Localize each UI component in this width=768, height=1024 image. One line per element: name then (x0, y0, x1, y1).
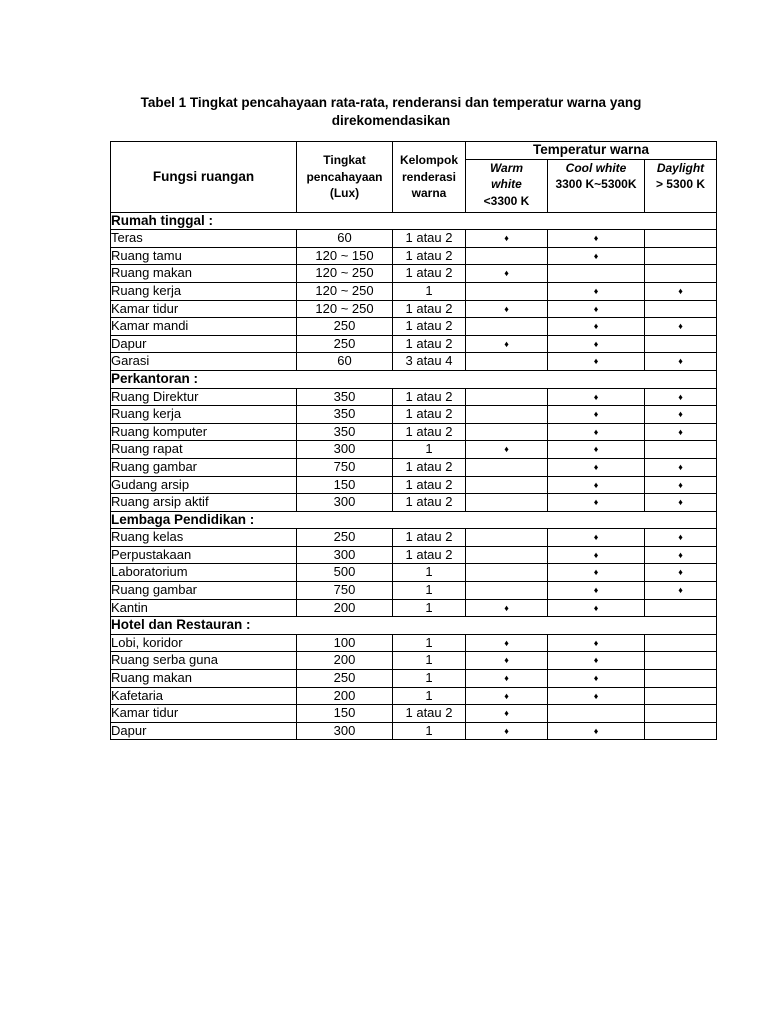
cell-kelompok: 1 atau 2 (393, 406, 466, 424)
section-heading: Hotel dan Restauran : (111, 617, 717, 635)
table-row (111, 687, 717, 705)
diamond-marker-icon: ♦ (678, 549, 683, 560)
cell-kelompok: 1 (393, 722, 466, 740)
diamond-marker-icon: ♦ (593, 585, 599, 596)
cell-fungsi-ruangan: Kamar tidur (111, 705, 297, 723)
cell-lux: 250 (297, 318, 393, 336)
cell-warm-white (466, 582, 548, 600)
cell-fungsi-ruangan: Dapur (111, 335, 297, 353)
cell-daylight (645, 634, 717, 652)
cell-fungsi-ruangan: Ruang kelas (111, 529, 297, 547)
diamond-marker-icon: ♦ (678, 497, 683, 508)
table-row (111, 476, 717, 494)
table-caption-line-1: Tabel 1 Tingkat pencahayaan rata-rata, renderansi dan temperatur warna yang (140, 95, 642, 110)
diamond-marker-icon: ♦ (678, 479, 683, 490)
cell-kelompok: 1 (393, 282, 466, 300)
cell-kelompok: 1 (393, 687, 466, 705)
header-daylight (645, 159, 717, 212)
cell-lux: 250 (297, 335, 393, 353)
diamond-marker-icon: ♦ (593, 303, 599, 314)
cell-lux: 120 ~ 250 (297, 282, 393, 300)
cell-kelompok: 1 atau 2 (393, 705, 466, 723)
cell-cool-white (548, 353, 645, 371)
cell-kelompok: 1 atau 2 (393, 388, 466, 406)
header-kelompok-line-3: warna (411, 186, 447, 201)
cell-daylight (645, 705, 717, 723)
cell-lux: 150 (297, 705, 393, 723)
header-cool-line-1: Cool white (565, 160, 627, 175)
cell-cool-white (548, 670, 645, 688)
cell-warm-white (466, 353, 548, 371)
diamond-marker-icon: ♦ (593, 549, 599, 560)
cell-lux: 500 (297, 564, 393, 582)
cell-fungsi-ruangan: Ruang rapat (111, 441, 297, 459)
table-row (111, 599, 717, 617)
cell-kelompok: 1 atau 2 (393, 247, 466, 265)
cell-warm-white (466, 458, 548, 476)
diamond-marker-icon: ♦ (593, 690, 599, 701)
cell-lux: 250 (297, 529, 393, 547)
cell-warm-white (466, 230, 548, 248)
table-row (111, 335, 717, 353)
header-kelompok-line-1: Kelompok (399, 152, 458, 167)
diamond-marker-icon: ♦ (678, 356, 683, 367)
cell-daylight (645, 722, 717, 740)
cell-fungsi-ruangan: Lobi, koridor (111, 634, 297, 652)
header-temperatur-warna: Temperatur warna (466, 142, 717, 160)
header-cool-line-2: 3300 K~5300K (555, 177, 637, 192)
table-caption-line-2: direkomendasikan (331, 113, 451, 128)
cell-cool-white (548, 634, 645, 652)
table-row (111, 441, 717, 459)
table-body (111, 212, 717, 740)
cell-lux: 120 ~ 250 (297, 265, 393, 283)
table-row (111, 546, 717, 564)
table-row (111, 318, 717, 336)
diamond-marker-icon: ♦ (504, 444, 509, 455)
cell-cool-white (548, 546, 645, 564)
cell-cool-white (548, 300, 645, 318)
diamond-marker-icon: ♦ (504, 233, 509, 244)
cell-kelompok: 1 (393, 599, 466, 617)
cell-cool-white (548, 265, 645, 283)
diamond-marker-icon: ♦ (593, 285, 599, 296)
diamond-marker-icon: ♦ (678, 461, 683, 472)
cell-kelompok: 1 (393, 582, 466, 600)
cell-daylight (645, 599, 717, 617)
cell-daylight (645, 247, 717, 265)
diamond-marker-icon: ♦ (593, 602, 599, 613)
diamond-marker-icon: ♦ (504, 655, 509, 666)
diamond-marker-icon: ♦ (593, 567, 599, 578)
cell-cool-white (548, 318, 645, 336)
diamond-marker-icon: ♦ (593, 391, 599, 402)
cell-daylight (645, 476, 717, 494)
table-row (111, 388, 717, 406)
header-tingkat-line-3: (Lux) (329, 186, 360, 201)
diamond-marker-icon: ♦ (504, 673, 509, 684)
cell-lux: 150 (297, 476, 393, 494)
cell-kelompok: 1 (393, 670, 466, 688)
cell-fungsi-ruangan: Ruang serba guna (111, 652, 297, 670)
cell-kelompok: 1 atau 2 (393, 230, 466, 248)
cell-warm-white (466, 687, 548, 705)
cell-daylight (645, 230, 717, 248)
cell-lux: 60 (297, 353, 393, 371)
table-row (111, 634, 717, 652)
cell-cool-white (548, 406, 645, 424)
cell-fungsi-ruangan: Ruang kerja (111, 282, 297, 300)
table-row (111, 652, 717, 670)
table-row (111, 230, 717, 248)
cell-daylight (645, 564, 717, 582)
cell-warm-white (466, 634, 548, 652)
cell-cool-white (548, 582, 645, 600)
cell-cool-white (548, 494, 645, 512)
table-row (111, 564, 717, 582)
cell-kelompok: 1 atau 2 (393, 546, 466, 564)
cell-lux: 300 (297, 722, 393, 740)
cell-lux: 350 (297, 388, 393, 406)
cell-warm-white (466, 282, 548, 300)
cell-lux: 300 (297, 546, 393, 564)
diamond-marker-icon: ♦ (678, 409, 683, 420)
cell-kelompok: 1 (393, 652, 466, 670)
cell-fungsi-ruangan: Perpustakaan (111, 546, 297, 564)
cell-cool-white (548, 282, 645, 300)
cell-warm-white (466, 247, 548, 265)
cell-daylight (645, 652, 717, 670)
cell-warm-white (466, 670, 548, 688)
cell-kelompok: 1 atau 2 (393, 265, 466, 283)
diamond-marker-icon: ♦ (593, 655, 599, 666)
cell-lux: 300 (297, 441, 393, 459)
cell-fungsi-ruangan: Ruang kerja (111, 406, 297, 424)
cell-fungsi-ruangan: Laboratorium (111, 564, 297, 582)
section-row (111, 212, 717, 230)
cell-cool-white (548, 476, 645, 494)
diamond-marker-icon: ♦ (504, 725, 509, 736)
cell-warm-white (466, 564, 548, 582)
header-daylight-line-2: > 5300 K (655, 177, 706, 192)
cell-warm-white (466, 441, 548, 459)
cell-cool-white (548, 564, 645, 582)
cell-fungsi-ruangan: Ruang arsip aktif (111, 494, 297, 512)
cell-warm-white (466, 599, 548, 617)
section-heading: Lembaga Pendidikan : (111, 511, 717, 529)
diamond-marker-icon: ♦ (593, 497, 599, 508)
cell-warm-white (466, 494, 548, 512)
section-heading: Perkantoran : (111, 370, 717, 388)
cell-daylight (645, 582, 717, 600)
cell-daylight (645, 529, 717, 547)
cell-kelompok: 3 atau 4 (393, 353, 466, 371)
cell-kelompok: 1 (393, 441, 466, 459)
cell-cool-white (548, 599, 645, 617)
table-row (111, 705, 717, 723)
table-row (111, 529, 717, 547)
table-row (111, 282, 717, 300)
cell-daylight (645, 441, 717, 459)
cell-daylight (645, 318, 717, 336)
cell-cool-white (548, 230, 645, 248)
cell-fungsi-ruangan: Ruang Direktur (111, 388, 297, 406)
cell-warm-white (466, 300, 548, 318)
diamond-marker-icon: ♦ (678, 426, 683, 437)
diamond-marker-icon: ♦ (593, 725, 599, 736)
cell-cool-white (548, 705, 645, 723)
cell-fungsi-ruangan: Dapur (111, 722, 297, 740)
diamond-marker-icon: ♦ (593, 356, 599, 367)
cell-kelompok: 1 atau 2 (393, 300, 466, 318)
cell-fungsi-ruangan: Kantin (111, 599, 297, 617)
diamond-marker-icon: ♦ (504, 708, 509, 719)
lighting-recommendation-table (110, 141, 717, 740)
cell-kelompok: 1 (393, 634, 466, 652)
cell-fungsi-ruangan: Teras (111, 230, 297, 248)
header-kelompok-renderasi (393, 142, 466, 213)
cell-daylight (645, 335, 717, 353)
cell-warm-white (466, 529, 548, 547)
header-fungsi-ruangan: Fungsi ruangan (111, 142, 297, 213)
cell-daylight (645, 423, 717, 441)
cell-cool-white (548, 441, 645, 459)
diamond-marker-icon: ♦ (593, 233, 599, 244)
cell-cool-white (548, 388, 645, 406)
cell-warm-white (466, 476, 548, 494)
cell-fungsi-ruangan: Gudang arsip (111, 476, 297, 494)
table-row (111, 458, 717, 476)
cell-daylight (645, 546, 717, 564)
cell-warm-white (466, 318, 548, 336)
header-daylight-line-1: Daylight (656, 160, 705, 175)
table-row (111, 722, 717, 740)
table-row (111, 300, 717, 318)
table-row (111, 247, 717, 265)
table-row (111, 494, 717, 512)
cell-kelompok: 1 atau 2 (393, 476, 466, 494)
cell-lux: 750 (297, 582, 393, 600)
cell-lux: 100 (297, 634, 393, 652)
diamond-marker-icon: ♦ (504, 338, 509, 349)
cell-daylight (645, 670, 717, 688)
diamond-marker-icon: ♦ (593, 461, 599, 472)
cell-kelompok: 1 atau 2 (393, 423, 466, 441)
cell-cool-white (548, 335, 645, 353)
header-kelompok-line-2: renderasi (401, 169, 457, 184)
table-row (111, 406, 717, 424)
table-row (111, 423, 717, 441)
cell-warm-white (466, 722, 548, 740)
cell-lux: 120 ~ 150 (297, 247, 393, 265)
diamond-marker-icon: ♦ (593, 338, 599, 349)
diamond-marker-icon: ♦ (593, 250, 599, 261)
section-row (111, 511, 717, 529)
diamond-marker-icon: ♦ (678, 321, 683, 332)
cell-lux: 60 (297, 230, 393, 248)
header-cool-white (548, 159, 645, 212)
diamond-marker-icon: ♦ (504, 637, 509, 648)
section-row (111, 617, 717, 635)
diamond-marker-icon: ♦ (504, 690, 509, 701)
cell-cool-white (548, 722, 645, 740)
cell-fungsi-ruangan: Ruang gambar (111, 458, 297, 476)
cell-daylight (645, 265, 717, 283)
cell-lux: 750 (297, 458, 393, 476)
cell-fungsi-ruangan: Ruang gambar (111, 582, 297, 600)
cell-cool-white (548, 652, 645, 670)
diamond-marker-icon: ♦ (504, 602, 509, 613)
cell-warm-white (466, 705, 548, 723)
diamond-marker-icon: ♦ (678, 391, 683, 402)
cell-kelompok: 1 (393, 564, 466, 582)
header-warm-line-3: <3300 K (483, 193, 530, 208)
cell-daylight (645, 282, 717, 300)
cell-kelompok: 1 atau 2 (393, 494, 466, 512)
header-tingkat-line-1: Tingkat (323, 152, 366, 167)
cell-kelompok: 1 atau 2 (393, 335, 466, 353)
cell-warm-white (466, 652, 548, 670)
cell-fungsi-ruangan: Ruang tamu (111, 247, 297, 265)
diamond-marker-icon: ♦ (593, 532, 599, 543)
cell-lux: 200 (297, 652, 393, 670)
cell-daylight (645, 494, 717, 512)
cell-lux: 350 (297, 423, 393, 441)
cell-cool-white (548, 458, 645, 476)
diamond-marker-icon: ♦ (593, 426, 599, 437)
cell-cool-white (548, 687, 645, 705)
cell-daylight (645, 458, 717, 476)
header-tingkat-pencahayaan (297, 142, 393, 213)
cell-warm-white (466, 546, 548, 564)
table-row (111, 670, 717, 688)
diamond-marker-icon: ♦ (593, 321, 599, 332)
cell-daylight (645, 388, 717, 406)
cell-kelompok: 1 atau 2 (393, 529, 466, 547)
cell-fungsi-ruangan: Ruang makan (111, 670, 297, 688)
header-tingkat-line-2: pencahayaan (306, 169, 383, 184)
diamond-marker-icon: ♦ (593, 479, 599, 490)
cell-lux: 200 (297, 687, 393, 705)
diamond-marker-icon: ♦ (504, 303, 509, 314)
diamond-marker-icon: ♦ (593, 673, 599, 684)
cell-warm-white (466, 388, 548, 406)
cell-cool-white (548, 529, 645, 547)
cell-fungsi-ruangan: Garasi (111, 353, 297, 371)
cell-fungsi-ruangan: Kamar mandi (111, 318, 297, 336)
header-warm-white (466, 159, 548, 212)
diamond-marker-icon: ♦ (678, 532, 683, 543)
cell-lux: 300 (297, 494, 393, 512)
table-caption (100, 94, 682, 130)
section-heading: Rumah tinggal : (111, 212, 717, 230)
cell-warm-white (466, 265, 548, 283)
diamond-marker-icon: ♦ (593, 637, 599, 648)
diamond-marker-icon: ♦ (593, 409, 599, 420)
cell-kelompok: 1 atau 2 (393, 318, 466, 336)
table-row (111, 353, 717, 371)
table-row (111, 582, 717, 600)
cell-daylight (645, 687, 717, 705)
diamond-marker-icon: ♦ (593, 444, 599, 455)
header-warm-line-1: Warm (489, 160, 524, 175)
diamond-marker-icon: ♦ (678, 567, 683, 578)
cell-fungsi-ruangan: Ruang makan (111, 265, 297, 283)
section-row (111, 370, 717, 388)
cell-warm-white (466, 406, 548, 424)
header-warm-line-2: white (491, 177, 522, 192)
diamond-marker-icon: ♦ (504, 268, 509, 279)
diamond-marker-icon: ♦ (678, 285, 683, 296)
cell-lux: 250 (297, 670, 393, 688)
cell-cool-white (548, 247, 645, 265)
cell-daylight (645, 406, 717, 424)
cell-daylight (645, 300, 717, 318)
cell-warm-white (466, 335, 548, 353)
cell-fungsi-ruangan: Ruang komputer (111, 423, 297, 441)
cell-fungsi-ruangan: Kafetaria (111, 687, 297, 705)
cell-lux: 120 ~ 250 (297, 300, 393, 318)
diamond-marker-icon: ♦ (678, 585, 683, 596)
cell-kelompok: 1 atau 2 (393, 458, 466, 476)
cell-daylight (645, 353, 717, 371)
cell-lux: 350 (297, 406, 393, 424)
cell-warm-white (466, 423, 548, 441)
cell-lux: 200 (297, 599, 393, 617)
table-row (111, 265, 717, 283)
cell-fungsi-ruangan: Kamar tidur (111, 300, 297, 318)
cell-cool-white (548, 423, 645, 441)
